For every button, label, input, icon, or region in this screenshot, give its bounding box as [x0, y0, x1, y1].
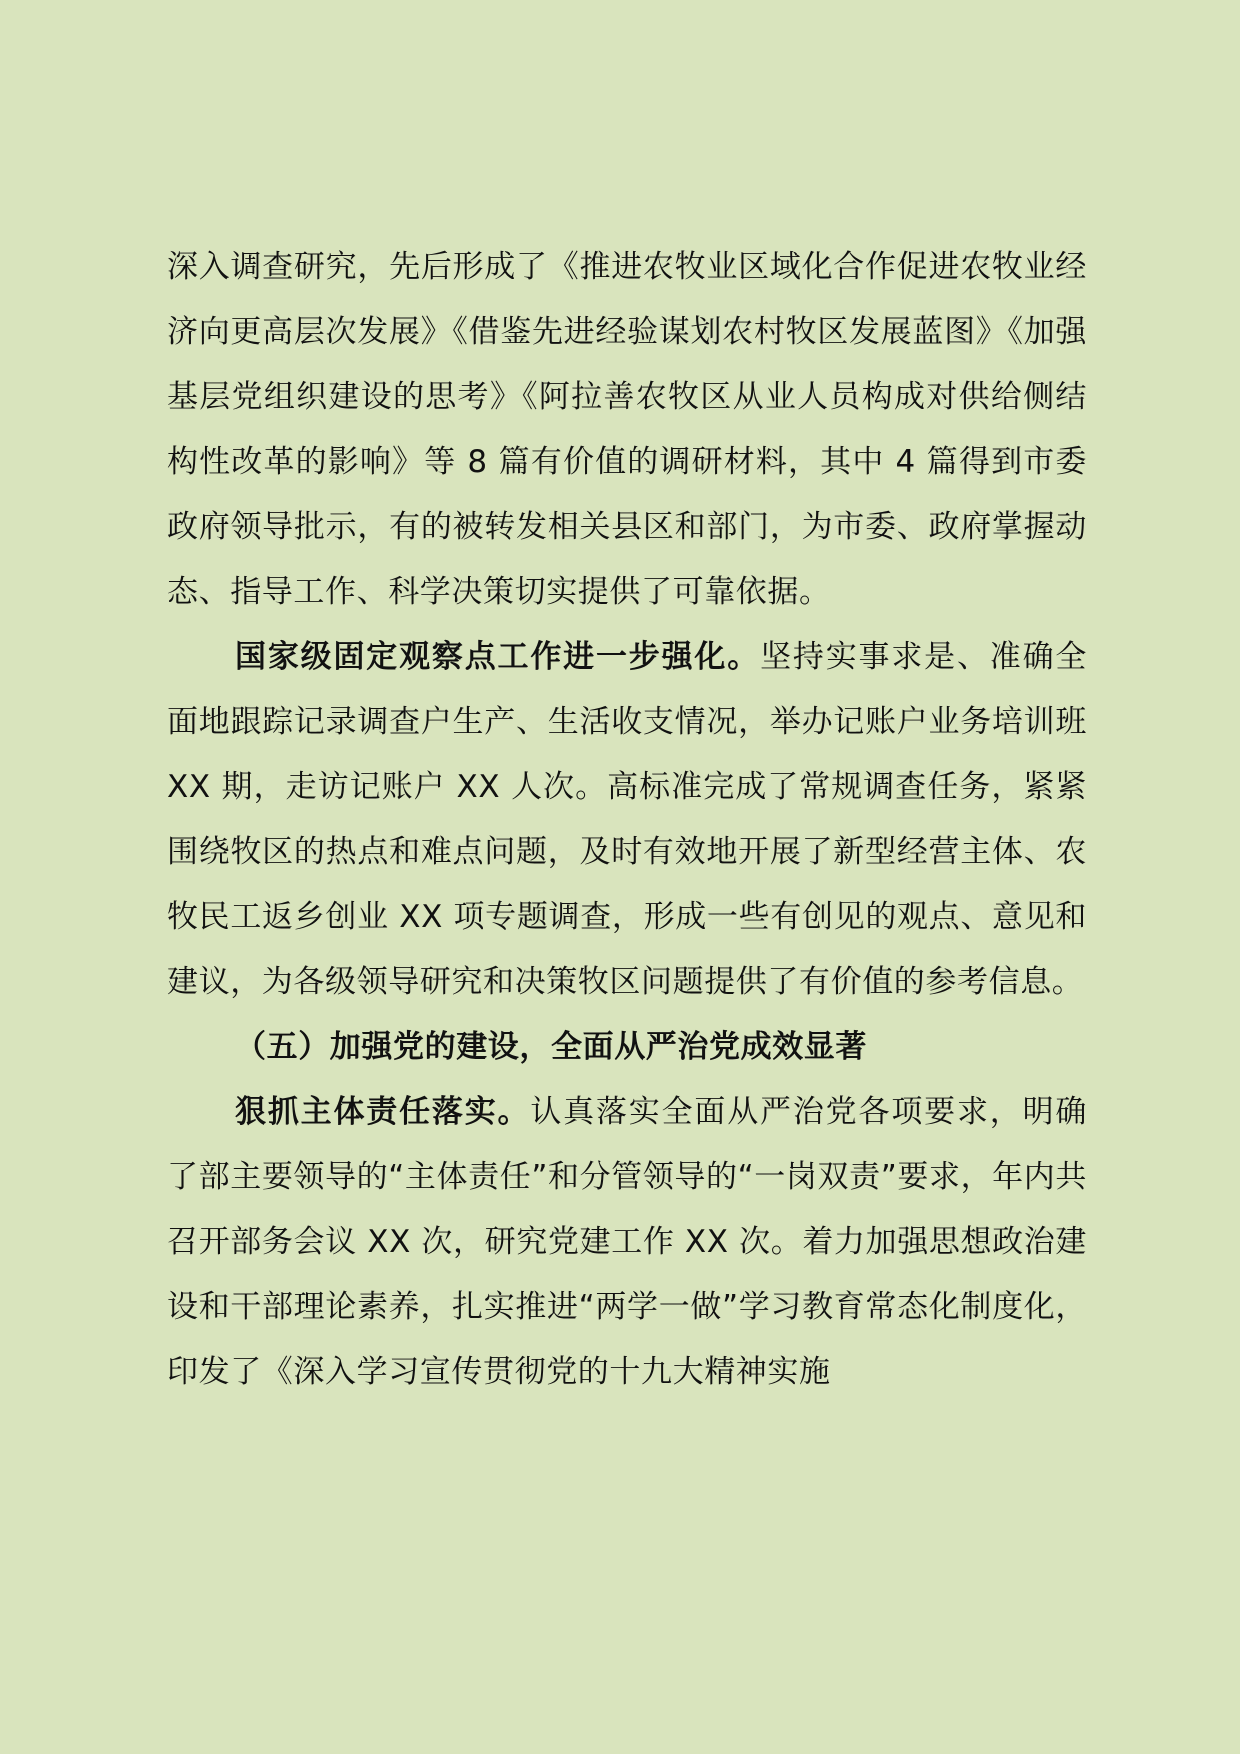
document-page: [167, 235, 1087, 1405]
paragraph-main-responsibility-lead: 狠抓主体责任落实。: [235, 1094, 531, 1130]
paragraph-main-responsibility-text: 认真落实全面从严治党各项要求，明确了部主要领导的“主体责任”和分管领导的“一岗双责”要求，年内共召开部务会议 XX 次，研究党建工作 XX 次。着力加强思想政治建设和干部理论素养，扎实推进“两学一做”学习教育常态化制度化，印发了《深入学习宣传贯彻党的十九大精神实施: [167, 1094, 1087, 1390]
section-heading-party-building: （五）加强党的建设，全面从严治党成效显著: [235, 1029, 867, 1065]
paragraph-observation-point-lead: 国家级固定观察点工作进一步强化。: [235, 639, 761, 675]
paragraph-observation-point-text: 坚持实事求是、准确全面地跟踪记录调查户生产、生活收支情况，举办记账户业务培训班 XX 期，走访记账户 XX 人次。高标准完成了常规调查任务，紧紧围绕牧区的热点和难点问题，及时有效地开展了新型经营主体、农牧民工返乡创业 XX 项专题调查，形成一些有创见的观点、意见和建议，为各级领导研究和决策牧区问题提供了有价值的参考信息。: [167, 639, 1088, 1000]
paragraph-main-responsibility: [167, 1080, 1087, 1405]
paragraph-observation-point: [167, 625, 1087, 1015]
paragraph-research-reports: [167, 235, 1087, 625]
paragraph-research-reports-text: 深入调查研究，先后形成了《推进农牧业区域化合作促进农牧业经济向更高层次发展》《借鉴先进经验谋划农村牧区发展蓝图》《加强基层党组织建设的思考》《阿拉善农牧区从业人员构成对供给侧结构性改革的影响》等 8 篇有价值的调研材料，其中 4 篇得到市委政府领导批示，有的被转发相关县区和部门，为市委、政府掌握动态、指导工作、科学决策切实提供了可靠依据。: [167, 249, 1087, 610]
